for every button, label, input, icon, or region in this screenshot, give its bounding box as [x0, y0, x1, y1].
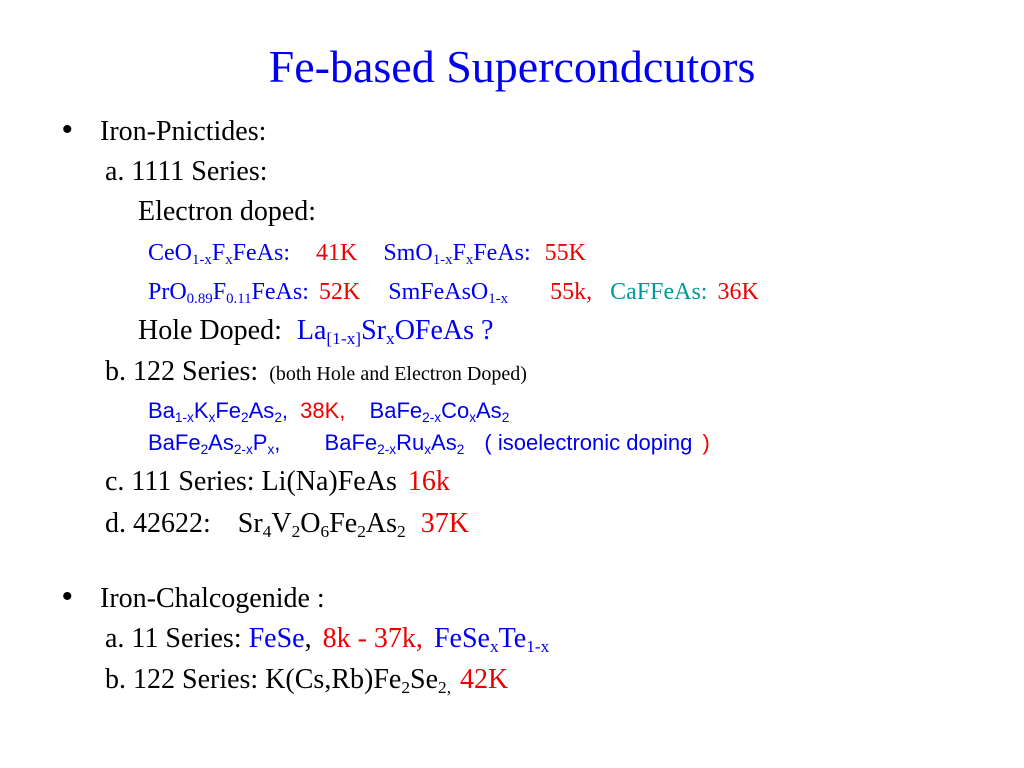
formula-smofeas: $SmO_{1-x}F_xFeAs$: — [383, 240, 531, 269]
formula-bafecoas: $BaFe_{2-x}Co_xAs_2$ — [369, 398, 510, 425]
electron-doped-label: Electron doped: — [138, 196, 317, 227]
bullet-chalcogenide: • — [62, 580, 73, 613]
tc-profeas: 52K — [318, 279, 361, 305]
isoelectronic-close-paren: ) — [702, 430, 710, 455]
formula-sr4v2o6fe2as2: $Sr_4V_2O_6Fe_2As_2$ — [237, 508, 406, 541]
series-122-row — [105, 358, 527, 386]
formula-bafe2asp: $BaFe_2As_{2-x}P_x$, — [148, 430, 281, 457]
electron-doped-row-2 — [148, 279, 759, 308]
tc-sr4v2o6fe2as2: 37K — [420, 508, 469, 539]
hole-doped-row — [138, 315, 494, 348]
tc-bakfe2as2: 38K, — [300, 398, 346, 423]
series-1111-label: a. 1111 Series: — [105, 156, 268, 187]
formula-baferuas: $BaFe_{2-x}Ru_xAs_2$ — [324, 430, 465, 457]
isoelectronic-note: ( isoelectronic doping — [484, 430, 693, 455]
series-11-row — [105, 623, 550, 656]
bullet-pnictides: • — [62, 113, 73, 146]
pnictides-heading: Iron-Pnictides: — [100, 116, 267, 147]
formula-ceofeas: $CeO_{1-x}F_xFeAs$: — [148, 240, 290, 269]
tc-smofeas: 55K — [544, 240, 587, 266]
formula-caffeas: CaFFeAs: — [610, 279, 708, 305]
series-122-row-2 — [148, 430, 710, 457]
formula-bakfe2as2: $Ba_{1-x}K_xFe_2As_2$, — [148, 398, 289, 425]
formula-fesete: $FeSe_xTe_{1-x}$ — [433, 623, 550, 656]
formula-fese: FeSe — [248, 623, 305, 654]
tc-smfeaso: 55k, — [550, 279, 593, 305]
series-42622-label: d. 42622: — [105, 508, 211, 539]
tc-ceofeas: 41K — [315, 240, 358, 266]
chalcogenide-heading: Iron-Chalcogenide : — [100, 583, 325, 614]
formula-profeas: $PrO_{0.89}F_{0.11}FeAs$: — [148, 279, 309, 308]
series-42622-row — [105, 508, 469, 541]
comma: , — [304, 623, 312, 654]
series-122-label: b. 122 Series: — [105, 356, 259, 387]
series-122-row-1 — [148, 398, 510, 425]
tc-lina-feas: 16k — [407, 466, 450, 497]
tc-kfe2se2: 42K — [460, 664, 509, 695]
hole-doped-label: Hole Doped: — [138, 315, 282, 346]
electron-doped-row-1 — [148, 240, 587, 269]
series-111-label: c. 111 Series: Li(Na)FeAs — [105, 466, 397, 497]
tc-caffeas: 36K — [717, 279, 759, 305]
slide-title: Fe-based Supercondcutors — [268, 41, 756, 92]
series-122-note: (both Hole and Electron Doped) — [269, 363, 527, 385]
tc-range-fese: 8k - 37k, — [322, 623, 423, 654]
formula-smfeaso: SmFeAsO$_{1-x}$ — [388, 279, 509, 308]
formula-lasrofeas: $La_{[1-x]}Sr_xOFeAs$ ? — [296, 315, 494, 348]
series-122-chalcogenide-row — [105, 664, 509, 697]
series-11-label: a. 11 Series: — [105, 623, 242, 654]
series-111-row — [105, 468, 450, 496]
formula-kfe2se2: b. 122 Series: $K(Cs,Rb)Fe_2Se_{2,}$ — [105, 664, 452, 697]
